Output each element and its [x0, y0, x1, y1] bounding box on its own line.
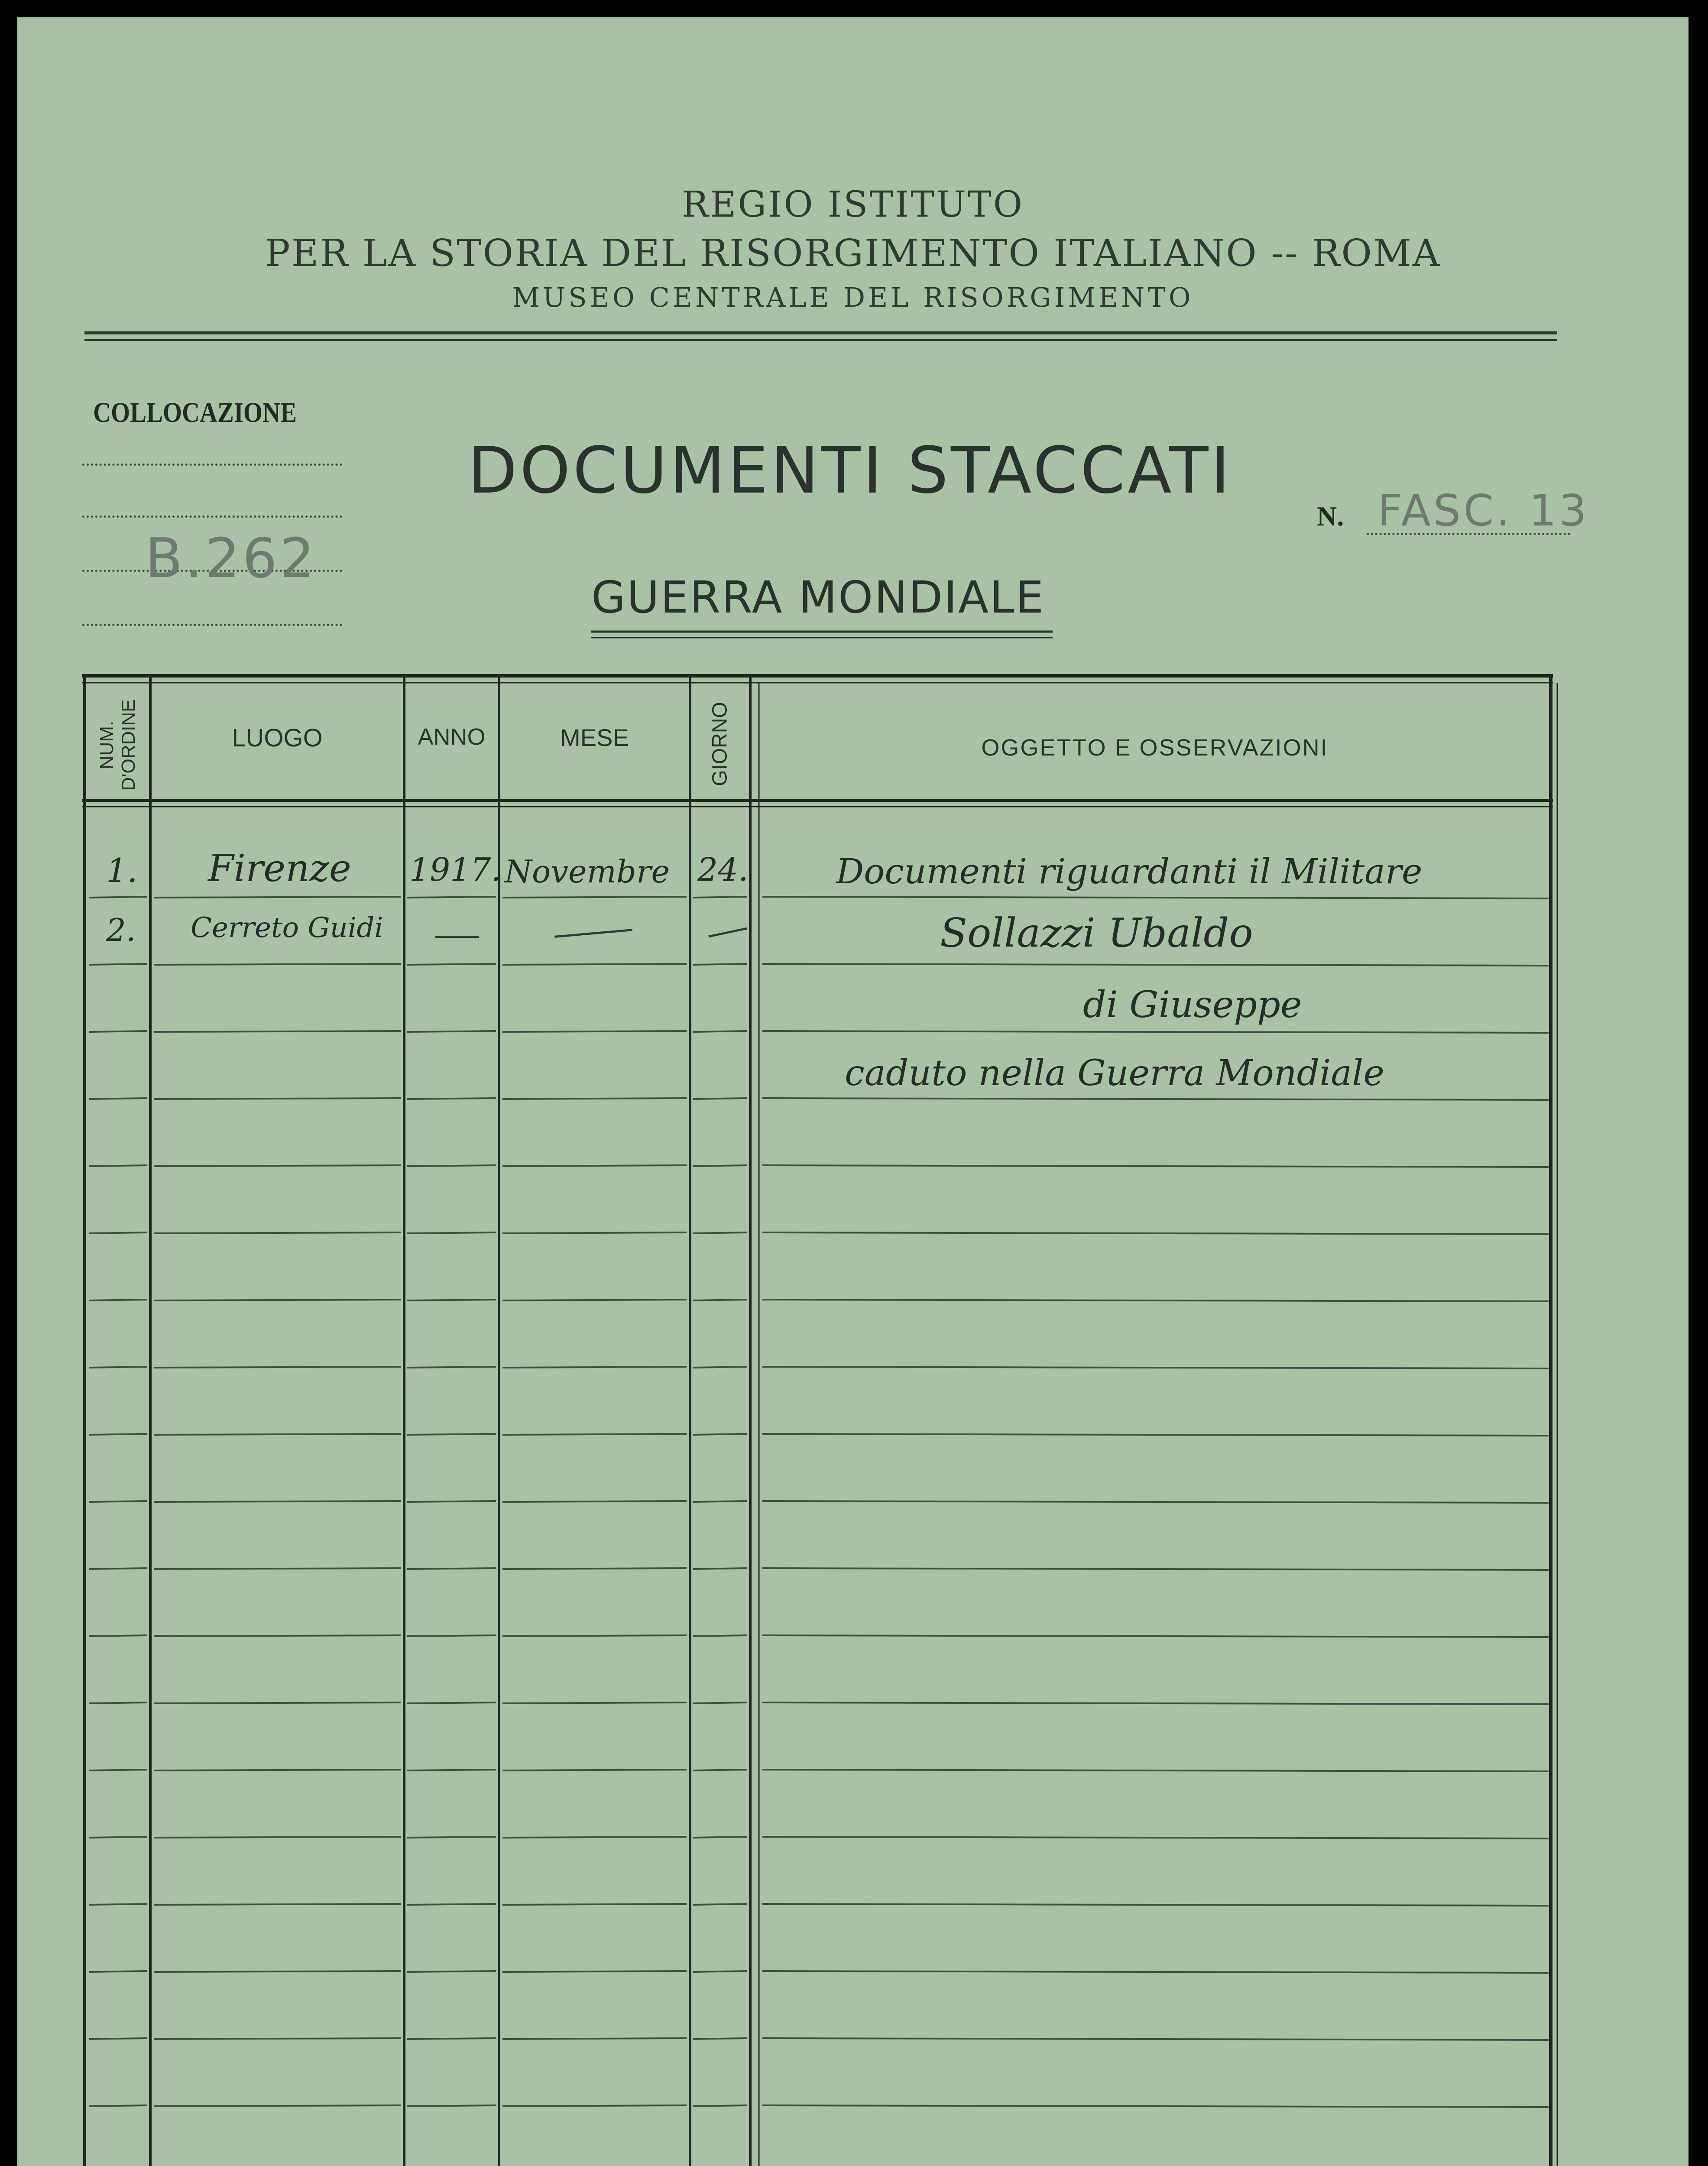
ruled-line: [693, 1031, 747, 1032]
ruled-line: [502, 2105, 687, 2106]
ruled-line: [89, 964, 147, 965]
ruled-line: [502, 1501, 687, 1502]
ruled-line: [407, 1837, 496, 1838]
row-1-mese: Novembre: [505, 853, 670, 890]
ruled-line: [502, 1904, 687, 1905]
ruled-line: [502, 1635, 687, 1636]
ruled-line: [89, 1635, 147, 1636]
ruled-line: [762, 1837, 1549, 1839]
ruled-line: [502, 1971, 687, 1972]
column-header-luogo: LUOGO: [232, 724, 323, 752]
institute-full-name: PER LA STORIA DEL RISORGIMENTO ITALIANO -- ROMA: [265, 232, 1441, 275]
ruled-line: [762, 1300, 1549, 1301]
ruled-line: [502, 1165, 687, 1166]
ruled-line: [502, 964, 687, 965]
ruled-line: [407, 1031, 496, 1032]
ruled-line: [407, 1635, 496, 1636]
ruled-line: [693, 1971, 747, 1972]
ruled-line: [762, 1702, 1549, 1704]
row-1-num: 1.: [106, 851, 138, 890]
ruled-line: [407, 1434, 496, 1435]
row-1-giorno: 24.: [697, 851, 749, 888]
ruled-line: [89, 1434, 147, 1435]
ruled-line: [89, 1031, 147, 1032]
ruled-line: [762, 1098, 1549, 1100]
ruled-line: [89, 1098, 147, 1099]
observation-line-1: Documenti riguardanti il Militare: [836, 851, 1423, 892]
ruled-line: [89, 1904, 147, 1905]
ruled-line: [693, 1434, 747, 1435]
ruled-line: [407, 1501, 496, 1502]
ruled-line: [762, 964, 1549, 966]
ruled-line: [407, 1367, 496, 1368]
collocazione-value: B.262: [145, 526, 317, 590]
ruled-line: [407, 1904, 496, 1905]
ruled-line: [407, 1702, 496, 1703]
ruled-line: [89, 1702, 147, 1703]
collocazione-label: COLLOCAZIONE: [93, 397, 297, 428]
ruled-line: [693, 897, 747, 898]
ruled-line: [407, 1971, 496, 1972]
ruled-line: [89, 1232, 147, 1233]
ruled-line: [154, 1232, 401, 1233]
ruled-line: [502, 1098, 687, 1099]
ruled-line: [407, 1165, 496, 1166]
column-header-mese: MESE: [560, 724, 629, 751]
institute-name: REGIO ISTITUTO: [681, 184, 1024, 225]
ruled-line: [154, 1702, 401, 1703]
ruled-line: [154, 1635, 401, 1636]
ruled-line: [762, 1434, 1549, 1436]
ruled-line: [502, 1031, 687, 1032]
ruled-line: [762, 1501, 1549, 1503]
ruled-line: [693, 2038, 747, 2039]
ruled-line: [693, 2105, 747, 2106]
ruled-line: [762, 1165, 1549, 1167]
ruled-line: [762, 1635, 1549, 1637]
ruled-line: [407, 897, 496, 898]
ruled-line: [89, 1971, 147, 1972]
ruled-line: [762, 1367, 1549, 1368]
ruled-line: [407, 1098, 496, 1099]
column-header-num: [96, 684, 139, 806]
ruled-line: [154, 1904, 401, 1905]
ruled-line: [762, 2038, 1549, 2040]
ruled-line: [407, 964, 496, 965]
column-header-giorno: GIORNO: [708, 702, 732, 786]
ruled-line: [89, 1367, 147, 1368]
ruled-line: [762, 1904, 1549, 1906]
ruled-line: [89, 1501, 147, 1502]
document-title: DOCUMENTI STACCATI: [468, 433, 1233, 508]
ruled-line: [502, 1434, 687, 1435]
observation-line-3: di Giuseppe: [1083, 983, 1302, 1026]
ruled-line: [407, 1232, 496, 1233]
ruled-line: [693, 1904, 747, 1905]
ruled-line: [502, 897, 687, 898]
ruled-line: [762, 1031, 1549, 1033]
ruled-line: [407, 1568, 496, 1569]
ruled-line: [693, 1098, 747, 1099]
column-header-anno: ANNO: [418, 724, 486, 750]
ruled-line: [693, 1232, 747, 1233]
ruled-line: [762, 1568, 1549, 1570]
ruled-line: [502, 1367, 687, 1368]
ruled-line: [693, 964, 747, 965]
ruled-line: [154, 2105, 401, 2106]
record-card: [17, 17, 1689, 2166]
row-2-luogo: Cerreto Guidi: [191, 912, 383, 944]
ruled-line: [89, 1165, 147, 1166]
ruled-line: [693, 1837, 747, 1838]
ruled-line: [154, 1971, 401, 1972]
ruled-line: [154, 2038, 401, 2039]
ruled-line: [693, 1702, 747, 1703]
ruled-line: [693, 1501, 747, 1502]
ruled-line: [154, 1501, 401, 1502]
ruled-line: [407, 2038, 496, 2039]
ruled-line: [154, 1031, 401, 1032]
ruled-line: [154, 1098, 401, 1099]
section-title: GUERRA MONDIALE: [591, 572, 1045, 623]
ruled-line: [154, 1165, 401, 1166]
ruled-line: [762, 2105, 1549, 2107]
ruled-line: [154, 897, 401, 898]
ruled-line: [762, 897, 1549, 898]
row-2-num: 2.: [106, 912, 136, 948]
ruled-line: [154, 1568, 401, 1569]
ruled-line: [693, 1568, 747, 1569]
ruled-line: [154, 1434, 401, 1435]
ruled-line: [502, 1837, 687, 1838]
ruled-line: [502, 1568, 687, 1569]
observation-line-4: caduto nella Guerra Mondiale: [845, 1053, 1384, 1094]
ruled-line: [154, 1837, 401, 1838]
number-label: N.: [1317, 501, 1344, 532]
column-header-num-line2: D'ORDINE: [118, 699, 139, 791]
ruled-line: [502, 2038, 687, 2039]
ruled-line: [693, 1635, 747, 1636]
observation-line-2: Sollazzi Ubaldo: [940, 910, 1253, 956]
ruled-line: [407, 2105, 496, 2106]
column-header-oggetto: OGGETTO E OSSERVAZIONI: [981, 735, 1329, 761]
ruled-line: [762, 1232, 1549, 1234]
ruled-line: [89, 2038, 147, 2039]
ruled-line: [89, 2105, 147, 2106]
ruled-line: [693, 1165, 747, 1166]
ruled-line: [502, 1702, 687, 1703]
museum-name: MUSEO CENTRALE DEL RISORGIMENTO: [512, 282, 1194, 313]
ruled-line: [89, 1568, 147, 1569]
ruled-line: [762, 1971, 1549, 1973]
row-2-anno-ditto: [435, 936, 479, 938]
ruled-line: [154, 1367, 401, 1368]
ruled-line: [693, 1367, 747, 1368]
ruled-line: [154, 964, 401, 965]
ruled-line: [762, 1770, 1549, 1771]
ruled-line: [89, 897, 147, 898]
ruled-line: [502, 1232, 687, 1233]
row-1-luogo: Firenze: [208, 847, 351, 890]
row-1-anno: 1917.: [409, 851, 501, 888]
ruled-line: [89, 1837, 147, 1838]
fascicolo-number: FASC. 13: [1377, 485, 1589, 536]
column-header-num-line1: NUM.: [96, 720, 117, 770]
